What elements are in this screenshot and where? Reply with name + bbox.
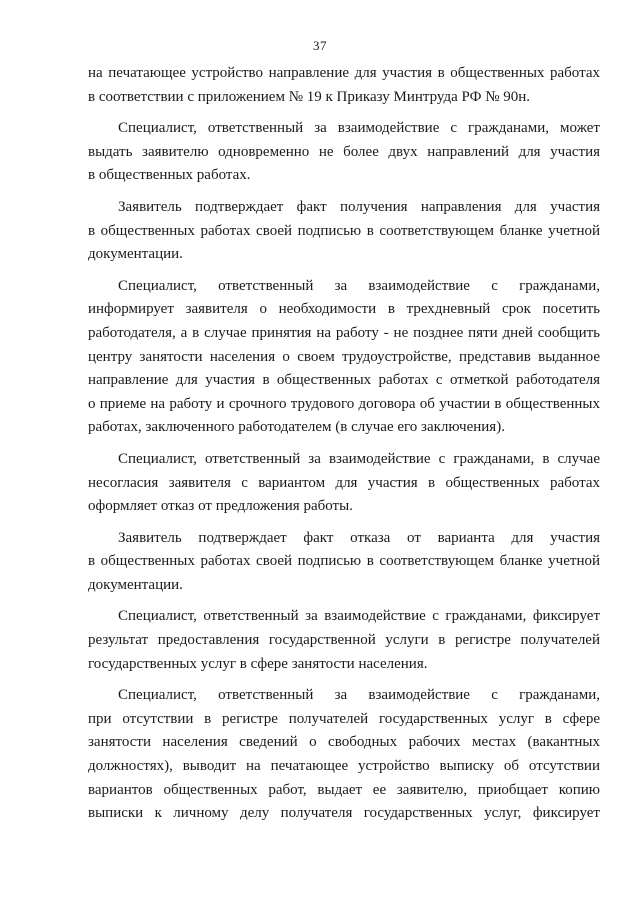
paragraph-line: в соответствии с приложением № 19 к Приказу Минтруда РФ № 90н. <box>88 88 531 105</box>
paragraph-line: центру занятости населения о своем трудоустройстве, представив выданное <box>88 348 600 365</box>
paragraph-line: при отсутствии в регистре получателей государственных услуг в сфере <box>88 710 600 727</box>
paragraph-line: государственных услуг в сфере занятости населения. <box>88 655 428 672</box>
paragraph-line: Специалист, ответственный за взаимодействие с гражданами, <box>118 687 600 704</box>
paragraph-line: документации. <box>88 576 183 593</box>
paragraph-line: работодателя, а в случае принятия на работу - не позднее пяти дней сообщить <box>88 324 600 341</box>
paragraph <box>88 684 600 826</box>
paragraph <box>88 62 600 109</box>
paragraph-line: Специалист, ответственный за взаимодействие с гражданами, фиксирует <box>118 608 600 625</box>
paragraph-line: результат предоставления государственной услуги в регистре получателей <box>88 632 600 649</box>
paragraph <box>88 448 600 519</box>
paragraph-line: в общественных работах своей подписью в соответствующем бланке учетной <box>88 222 600 239</box>
paragraph <box>88 605 600 676</box>
paragraph-line: в общественных работах. <box>88 167 251 184</box>
paragraph-line: направление для участия в общественных работах с отметкой работодателя <box>88 372 600 389</box>
paragraph <box>88 196 600 267</box>
paragraph-line: Специалист, ответственный за взаимодействие с гражданами, <box>118 277 600 294</box>
paragraph-line: несогласия заявителя с вариантом для участия в общественных работах <box>88 474 600 491</box>
paragraph-line: документации. <box>88 246 183 263</box>
paragraph-line: оформляет отказ от предложения работы. <box>88 498 353 515</box>
paragraph-line: должностях), выводит на печатающее устройство выписку об отсутствии <box>88 758 600 775</box>
paragraph-line: работах, заключенного работодателем (в случае его заключения). <box>88 419 505 436</box>
paragraph-line: выписки к личному делу получателя государственных услуг, фиксирует <box>88 805 600 822</box>
paragraph-line: Специалист, ответственный за взаимодействие с гражданами, в случае <box>118 450 600 467</box>
paragraph-line: вариантов общественных работ, выдает ее заявителю, приобщает копию <box>88 781 600 798</box>
paragraph <box>88 275 600 440</box>
paragraph-line: о приеме на работу и срочного трудового договора об участии в общественных <box>88 395 600 412</box>
paragraph-line: выдать заявителю одновременно не более двух направлений для участия <box>88 143 600 160</box>
paragraph-line: информирует заявителя о необходимости в трехдневный срок посетить <box>88 301 600 318</box>
paragraph-line: Заявитель подтверждает факт отказа от варианта для участия <box>118 529 600 546</box>
paragraph-line: Специалист, ответственный за взаимодействие с гражданами, может <box>118 120 600 137</box>
paragraph <box>88 117 600 188</box>
document-body <box>88 62 600 834</box>
paragraph-line: на печатающее устройство направление для участия в общественных работах <box>88 65 600 81</box>
paragraph-line: Заявитель подтверждает факт получения направления для участия <box>118 198 600 215</box>
page-number: 37 <box>313 38 327 53</box>
paragraph-line: в общественных работах своей подписью в соответствующем бланке учетной <box>88 553 600 570</box>
paragraph <box>88 527 600 598</box>
paragraph-line: занятости населения сведений о свободных рабочих местах (вакантных <box>88 734 600 751</box>
